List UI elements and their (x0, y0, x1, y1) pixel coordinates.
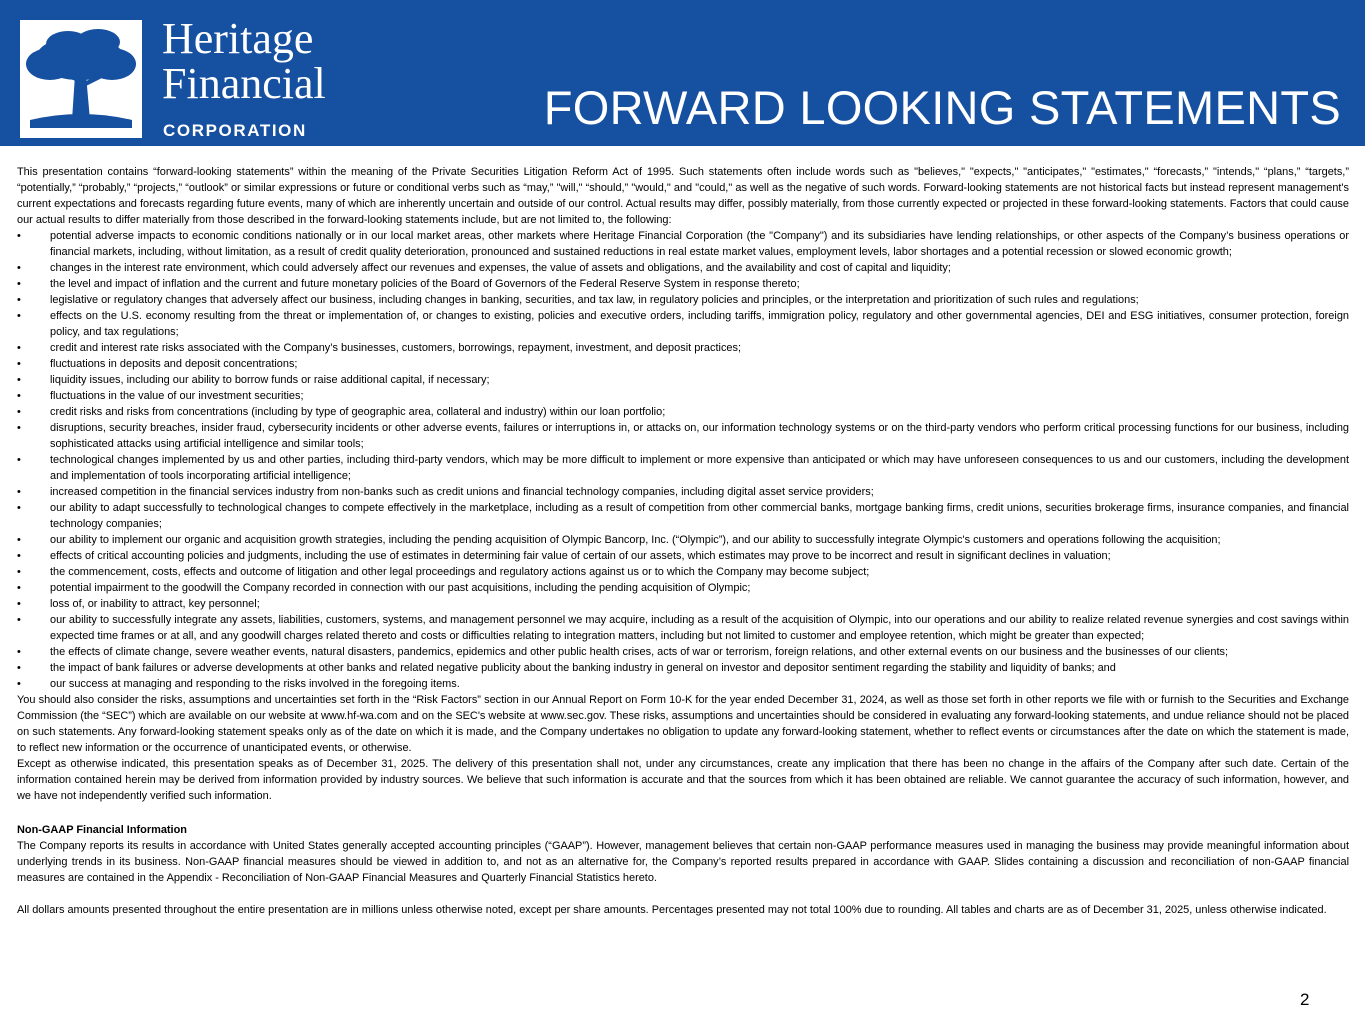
list-item (17, 420, 1349, 452)
list-item (17, 644, 1349, 660)
list-item (17, 564, 1349, 580)
list-item (17, 372, 1349, 388)
bullet-marker: • (17, 390, 21, 402)
list-item-text: liquidity issues, including our ability to borrow funds or raise additional capital, if necessary; (50, 374, 490, 386)
list-item (17, 452, 1349, 484)
list-item-text: effects of critical accounting policies and judgments, including the use of estimates in determining fair value of certain of our assets, which estimates may prove to be incorrect and result in significant declines in valuation; (50, 550, 1111, 562)
logo-tree-icon (20, 20, 142, 138)
list-item-text: credit and interest rate risks associated with the Company’s businesses, customers, borrowings, repayment, investment, and deposit practices; (50, 342, 742, 354)
bullet-marker: • (17, 358, 21, 370)
list-item (17, 260, 1349, 276)
bullet-marker: • (17, 582, 21, 594)
list-item (17, 660, 1349, 676)
bullet-marker: • (17, 406, 21, 418)
bullet-marker: • (17, 678, 21, 690)
list-item (17, 276, 1349, 292)
list-item (17, 404, 1349, 420)
bullet-marker: • (17, 534, 21, 546)
list-item-text: our success at managing and responding to the risks involved in the foregoing items. (50, 678, 460, 690)
logo-wordmark (162, 16, 326, 106)
spacer (17, 886, 1349, 902)
bullet-marker: • (17, 374, 21, 386)
document-body (17, 164, 1349, 918)
list-item-text: fluctuations in the value of our investment securities; (50, 390, 304, 402)
bullet-marker: • (17, 662, 21, 674)
page-number: 2 (1300, 990, 1310, 1009)
logo-line-2: Financial (162, 59, 326, 108)
risk-paragraph: You should also consider the risks, assumptions and uncertainties set forth in the “Risk Factors” section in our Annual Report on Form 10-K for the year ended December 31, 2024, as well as those set forth in other reports we file with or furnish to the Securities and Exchange Commission (the “SEC”) which are available on our website at www.hf-wa.com and on the SEC's website at www.sec.gov. These risks, assumptions and uncertainties should be considered in evaluating any forward-looking statements, and undue reliance should not be placed on such statements. Any forward-looking statement speaks only as of the date on which it is made, and the Company undertakes no obligation to update any forward-looking statement, whether to reflect events or circumstances after the date on which the statement is made, to reflect new information or the occurrence of unanticipated events, or otherwise. (17, 694, 1349, 754)
list-item (17, 228, 1349, 260)
bullet-marker: • (17, 598, 21, 610)
list-item-text: loss of, or inability to attract, key personnel; (50, 598, 260, 610)
list-item-text: our ability to implement our organic and acquisition growth strategies, including the pending acquisition of Olympic Bancorp, Inc. (“Olympic”), and our ability to successfully integrate Olympic's customers and operations following the acquisition; (50, 534, 1221, 546)
bullet-marker: • (17, 310, 21, 322)
bullet-marker: • (17, 422, 21, 434)
list-item (17, 580, 1349, 596)
bullet-marker: • (17, 566, 21, 578)
bullet-marker: • (17, 502, 21, 514)
non-gaap-title: Non-GAAP Financial Information (17, 824, 187, 836)
bullet-marker: • (17, 278, 21, 290)
logo-line-1: Heritage (162, 14, 314, 63)
bullet-marker: • (17, 550, 21, 562)
list-item (17, 308, 1349, 340)
list-item-text: disruptions, security breaches, insider fraud, cybersecurity incidents or other adverse events, failures or interruptions in, or attacks on, our information technology systems or on the third-party vendors who perform critical processing functions for our business, including sophisticated attacks using artificial intelligence and similar tools; (50, 422, 1349, 450)
list-item-text: our ability to successfully integrate any assets, liabilities, customers, systems, and management personnel we may acquire, including as a result of the acquisition of Olympic, into our operations and our ability to realize related revenue synergies and cost savings within expected time frames or at all, and any goodwill charges related thereto and costs or difficulties relating to integration matters, including but not limited to customer and employee retention, which might be greater than expected; (50, 614, 1349, 642)
list-item-text: the level and impact of inflation and the current and future monetary policies of the Board of Governors of the Federal Reserve System in response thereto; (50, 278, 800, 290)
list-item-text: legislative or regulatory changes that adversely affect our business, including changes in banking, securities, and tax law, in regulatory policies and principles, or the interpretation and prioritization of such rules and regulations; (50, 294, 1139, 306)
list-item-text: changes in the interest rate environment, which could adversely affect our revenues and expenses, the value of assets and obligations, and the availability and cost of capital and liquidity; (50, 262, 951, 274)
list-item-text: the impact of bank failures or adverse developments at other banks and related negative publicity about the banking industry in general on investor and depositor sentiment regarding the stability and liquidity of banks; and (50, 662, 1116, 674)
list-item-text: credit risks and risks from concentrations (including by type of geographic area, collateral and industry) within our loan portfolio; (50, 406, 666, 418)
list-item (17, 484, 1349, 500)
bullet-marker: • (17, 230, 21, 242)
list-item (17, 532, 1349, 548)
list-item-text: technological changes implemented by us and other parties, including third-party vendors, which may be more difficult to implement or more expensive than anticipated or which may have unforeseen consequences to us and our customers, including the development and implementation of tools incorporating artificial intelligence; (50, 454, 1349, 482)
list-item (17, 356, 1349, 372)
header-banner (0, 0, 1365, 146)
date-paragraph: Except as otherwise indicated, this presentation speaks as of December 31, 2025. The delivery of this presentation shall not, under any circumstances, create any implication that there has been no change in the affairs of the Company after such date. Certain of the information contained herein may be derived from information provided by industry sources. We believe that such information is accurate and that the sources from which it has been obtained are reliable. We cannot guarantee the accuracy of such information, however, and we have not independently verified such information. (17, 758, 1349, 802)
bullet-marker: • (17, 262, 21, 274)
list-item (17, 676, 1349, 692)
list-item (17, 388, 1349, 404)
bullet-marker: • (17, 294, 21, 306)
list-item-text: potential adverse impacts to economic conditions nationally or in our local market areas, other markets where Heritage Financial Corporation (the "Company") and its subsidiaries have lending relationships, or other aspects of the Company’s business operations or financial markets, including, without limitation, as a result of credit quality deterioration, pronounced and sustained reductions in real estate market values, employment levels, labor shortages and a potential recession or slowed economic growth; (50, 230, 1349, 258)
list-item-text: fluctuations in deposits and deposit concentrations; (50, 358, 298, 370)
list-item (17, 292, 1349, 308)
bullet-marker: • (17, 342, 21, 354)
list-item (17, 548, 1349, 564)
list-item-text: effects on the U.S. economy resulting from the threat or implementation of, or changes to existing, policies and executive orders, including tariffs, immigration policy, regulatory and other governmental agencies, DEI and ESG initiatives, consumer protection, foreign policy, and tax regulations; (50, 310, 1349, 338)
tree-icon (20, 20, 142, 138)
list-item (17, 340, 1349, 356)
intro-paragraph: This presentation contains “forward-looking statements” within the meaning of the Private Securities Litigation Reform Act of 1995. Such statements often include words such as "believes," "expects," "anticipates," "estimates," “forecasts,” "intends," “plans,” “targets,” “potentially,” “probably,” “projects,” “outlook” or similar expressions or future or conditional verbs such as “may,” "will," “should,” "would," and "could," as well as the negative of such words. Forward-looking statements are not historical facts but instead represent management's current expectations and forecasts regarding future events, many of which are inherently uncertain and outside of our control. Actual results may differ, possibly materially, from those currently expected or projected in these forward-looking statements. Factors that could cause our actual results to differ materially from those described in the forward-looking statements include, but are not limited to, the following: (17, 166, 1349, 226)
bullet-marker: • (17, 454, 21, 466)
footer-note: All dollars amounts presented throughout the entire presentation are in millions unless otherwise noted, except per share amounts. Percentages presented may not total 100% due to rounding. All tables and charts are as of December 31, 2025, unless otherwise indicated. (17, 904, 1327, 916)
risk-factor-list (17, 228, 1349, 692)
non-gaap-paragraph: The Company reports its results in accordance with United States generally accepted accounting principles (“GAAP”). However, management believes that certain non-GAAP performance measures used in managing the business may provide meaningful information about underlying trends in its business. Non-GAAP financial measures should be viewed in addition to, and not as an alternative for, the Company’s reported results prepared in accordance with GAAP. Slides containing a discussion and reconciliation of non-GAAP financial measures are contained in the Appendix - Reconciliation of Non-GAAP Financial Measures and Quarterly Financial Statistics hereto. (17, 840, 1349, 884)
page-title: FORWARD LOOKING STATEMENTS (543, 81, 1341, 134)
list-item-text: our ability to adapt successfully to technological changes to compete effectively in the marketplace, including as a result of competition from other commercial banks, mortgage banking firms, credit unions, securities brokerage firms, insurance companies, and financial technology companies; (50, 502, 1349, 530)
bullet-marker: • (17, 486, 21, 498)
list-item (17, 612, 1349, 644)
list-item-text: potential impairment to the goodwill the Company recorded in connection with our past acquisitions, including the pending acquisition of Olympic; (50, 582, 751, 594)
logo-line-3: CORPORATION (163, 121, 307, 140)
list-item-text: the commencement, costs, effects and outcome of litigation and other legal proceedings and regulatory actions against us or to which the Company may become subject; (50, 566, 870, 578)
list-item (17, 596, 1349, 612)
list-item-text: increased competition in the financial services industry from non-banks such as credit unions and financial technology companies, including digital asset service providers; (50, 486, 874, 498)
list-item (17, 500, 1349, 532)
list-item-text: the effects of climate change, severe weather events, natural disasters, pandemics, epidemics and other public health crises, acts of war or terrorism, foreign relations, and other external events on our business and the businesses of our clients; (50, 646, 1229, 658)
bullet-marker: • (17, 614, 21, 626)
bullet-marker: • (17, 646, 21, 658)
